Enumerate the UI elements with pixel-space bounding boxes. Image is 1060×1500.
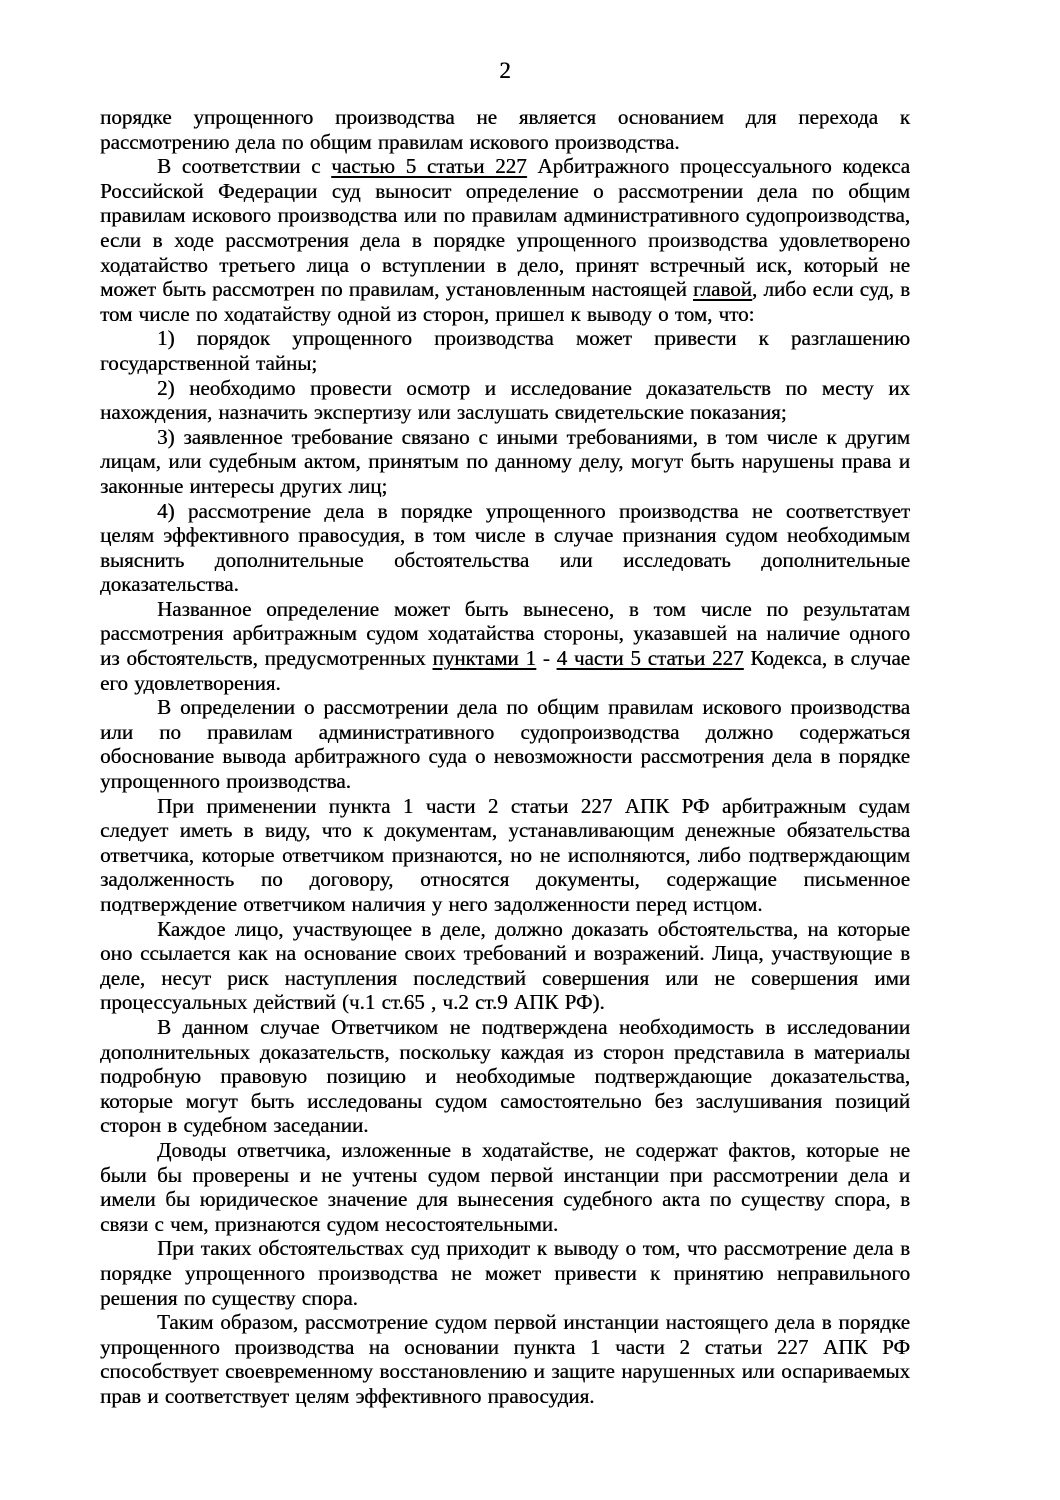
text-run: 2) необходимо провести осмотр и исследование доказательств по месту их нахождения, назначить экспертизу или заслушать свидетельские показания; — [100, 375, 910, 425]
text-run: 1) порядок упрощенного производства может привести к разглашению государственной тайны; — [100, 326, 910, 375]
text-run: Арбитражного процессуального кодекса Российской Федерации суд выносит определение о рассмотрении дела по общим правилам искового производства или по правилам административного судопроизводства, если в ходе рассмотрения дела в порядке упрощенного производства удовлетворено ходатайство третьего лица о вступлении в дело, принят встречный иск, который не может быть рассмотрен по правилам, установленным настоящей — [100, 154, 910, 302]
underlined-citation: пунктами 1 — [432, 646, 536, 671]
underlined-citation: частью 5 статьи 227 — [331, 154, 527, 179]
text-run: Доводы ответчика, изложенные в ходатайстве, не содержат фактов, которые не были бы проверены и не учтены судом первой инстанции при рассмотрении дела и имели бы юридическое значение для вынесения судебного акта по существу спора, в связи с чем, признаются судом несостоятельными. — [100, 1137, 910, 1236]
paragraph — [100, 597, 910, 695]
document-body — [100, 105, 910, 1408]
text-run: 3) заявленное требование связано с иными требованиями, в том числе к другим лицам, или судебным актом, принятым по данному делу, могут быть нарушены права и законные интересы других лиц; — [100, 424, 910, 498]
paragraph — [100, 376, 910, 425]
text-run: При применении пункта 1 части 2 статьи 227 АПК РФ арбитражным судам следует иметь в виду, что к документам, устанавливающим денежные обязательства ответчика, которые ответчиком признаются, но не исполняются, либо подтверждающим задолженность по договору, относятся документы, содержащие письменное подтверждение ответчиком наличия у него задолженности перед истцом. — [100, 793, 910, 916]
paragraph — [100, 917, 910, 1015]
text-run: Таким образом, рассмотрение судом первой инстанции настоящего дела в порядке упрощенного производства на основании пункта 1 части 2 статьи 227 АПК РФ способствует своевременному восстановлению и защите нарушенных или оспариваемых прав и соответствует целям эффективного правосудия. — [100, 1310, 910, 1408]
paragraph — [100, 695, 910, 793]
page-number: 2 — [499, 58, 511, 83]
paragraph — [100, 105, 910, 154]
text-run: Кодекса, в случае его удовлетворения. — [100, 646, 910, 695]
text-run: 4) рассмотрение дела в порядке упрощенного производства не соответствует целям эффективного правосудия, в том числе в случае признания судом необходимым выяснить дополнительные обстоятельства или исследовать дополнительные доказательства. — [100, 498, 910, 597]
paragraph — [100, 1138, 910, 1236]
text-run: В определении о рассмотрении дела по общим правилам искового производства или по правилам административного судопроизводства должно содержаться обоснование вывода арбитражного суда о невозможности рассмотрения дела в порядке упрощенного производства. — [100, 695, 910, 794]
paragraph — [100, 1310, 910, 1408]
text-run: Названное определение может быть вынесено, в том числе по результатам рассмотрения арбитражным судом ходатайства стороны, указавшей на наличие одного из обстоятельств, предусмотренных — [100, 596, 910, 671]
text-run: порядке упрощенного производства не является основанием для перехода к рассмотрению дела по общим правилам искового производства. — [100, 105, 910, 154]
paragraph — [100, 499, 910, 597]
paragraph — [100, 1015, 910, 1138]
text-run: В данном случае Ответчиком не подтверждена необходимость в исследовании дополнительных доказательств, поскольку каждая из сторон представила в материалы подробную правовую позицию и необходимые подтверждающие доказательства, которые могут быть исследованы судом самостоятельно без заслушивания позиций сторон в судебном заседании. — [100, 1014, 910, 1138]
paragraph — [100, 326, 910, 375]
text-run: - — [535, 646, 557, 671]
underlined-citation: 4 части 5 статьи 227 — [556, 646, 744, 671]
text-run: При таких обстоятельствах суд приходит к выводу о том, что рассмотрение дела в порядке упрощенного производства не может привести к принятию неправильного решения по существу спора. — [100, 1236, 910, 1310]
underlined-citation: главой — [693, 277, 752, 302]
paragraph — [100, 1236, 910, 1310]
paragraph — [100, 794, 910, 917]
paragraph — [100, 425, 910, 499]
text-run: В соответствии с — [157, 154, 332, 179]
text-run: Каждое лицо, участвующее в деле, должно доказать обстоятельства, на которые оно ссылается как на основание своих требований и возражений. Лица, участвующие в деле, несут риск наступления последствий совершения или не совершения ими процессуальных действий (ч.1 ст.65 , ч.2 ст.9 АПК РФ). — [100, 916, 910, 1015]
paragraph — [100, 154, 910, 326]
text-run: , либо если суд, в том числе по ходатайству одной из сторон, пришел к выводу о том, что: — [100, 277, 910, 326]
